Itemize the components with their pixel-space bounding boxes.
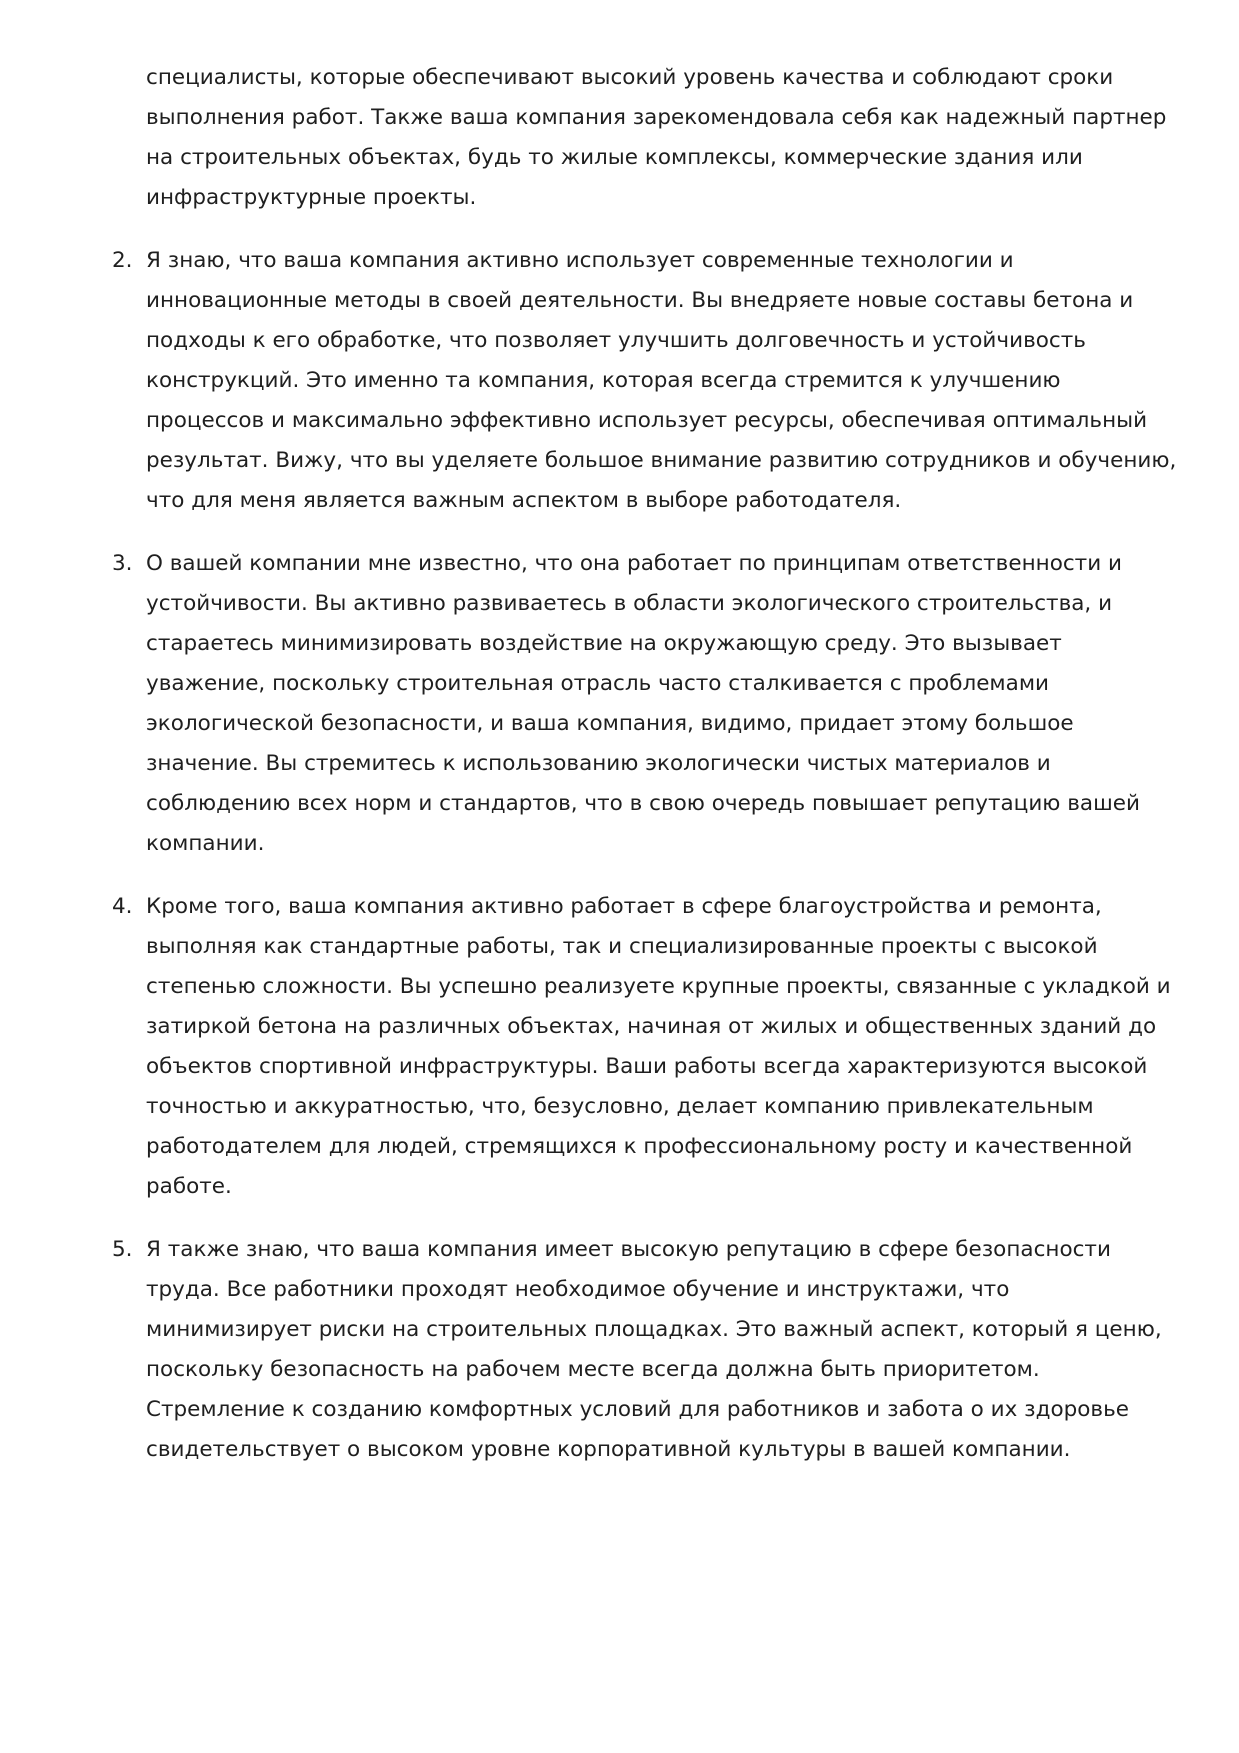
list-item-text: О вашей компании мне известно, что она работает по принципам ответственности и устойчивости. Вы активно развиваетесь в области экологического строительства, и стараетесь минимизировать воздействие на окружающую среду. Это вызывает уважение, поскольку строительная отрасль часто сталкивается с проблемами экологической безопасности, и ваша компания, видимо, придает этому большое значение. Вы стремитесь к использованию экологически чистых материалов и соблюдению всех норм и стандартов, что в свою очередь повышает репутацию вашей компании. — [146, 551, 1140, 856]
list-item-text: Кроме того, ваша компания активно работает в сфере благоустройства и ремонта, выполняя как стандартные работы, так и специализированные проекты с высокой степенью сложности. Вы успешно реализуете крупные проекты, связанные с укладкой и затиркой бетона на различных объектах, начиная от жилых и общественных зданий до объектов спортивной инфраструктуры. Ваши работы всегда характеризуются высокой точностью и аккуратностью, что, безусловно, делает компанию привлекательным работодателем для людей, стремящихся к профессиональному росту и качественной работе. — [146, 894, 1171, 1199]
list-item-text: специалисты, которые обеспечивают высокий уровень качества и соблюдают сроки выполнения работ. Также ваша компания зарекомендовала себя как надежный партнер на строительных объектах, будь то жилые комплексы, коммерческие здания или инфраструктурные проекты. — [146, 65, 1167, 210]
list-item — [0, 1230, 1179, 1470]
list-item — [0, 544, 1179, 864]
list-item — [0, 58, 1179, 218]
list-item-number: 2. — [112, 248, 133, 273]
list-item — [0, 887, 1179, 1207]
list-item — [0, 241, 1179, 521]
list-item-text: Я также знаю, что ваша компания имеет высокую репутацию в сфере безопасности труда. Все работники проходят необходимое обучение и инструктажи, что минимизирует риски на строительных площадках. Это важный аспект, который я ценю, поскольку безопасность на рабочем месте всегда должна быть приоритетом. Стремление к созданию комфортных условий для работников и забота о их здоровье свидетельствует о высоком уровне корпоративной культуры в вашей компании. — [146, 1237, 1162, 1462]
list-item-number: 5. — [112, 1237, 133, 1262]
list-item-number: 4. — [112, 894, 133, 919]
list-item-text: Я знаю, что ваша компания активно использует современные технологии и инновационные методы в своей деятельности. Вы внедряете новые составы бетона и подходы к его обработке, что позволяет улучшить долговечность и устойчивость конструкций. Это именно та компания, которая всегда стремится к улучшению процессов и максимально эффективно использует ресурсы, обеспечивая оптимальный результат. Вижу, что вы уделяете большое внимание развитию сотрудников и обучению, что для меня является важным аспектом в выборе работодателя. — [146, 248, 1177, 513]
list-item-number: 3. — [112, 551, 133, 576]
